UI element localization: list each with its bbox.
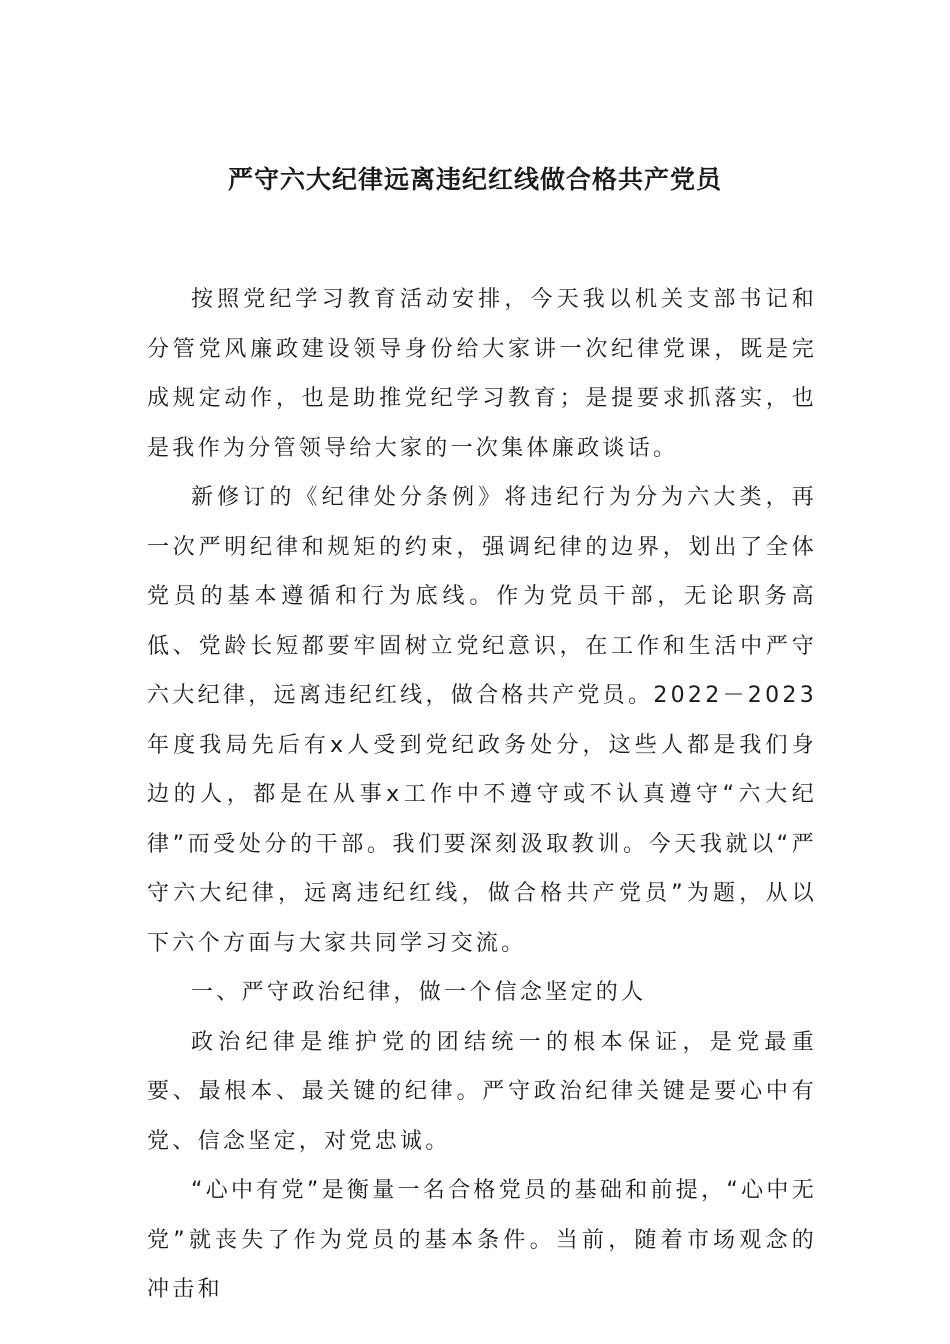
paragraph-background: 新修订的《纪律处分条例》将违纪行为分为六大类，再一次严明纪律和规矩的约束，强调纪律的边界，划出了全体党员的基本遵循和行为底线。作为党员干部，无论职务高低、党龄长短都要牢固树立党纪意识，在工作和生活中严守六大纪律，远离违纪红线，做合格共产党员。2022－2023年度我局先后有x人受到党纪政务处分，这些人都是我们身边的人，都是在从事x工作中不遵守或不认真遵守“六大纪律”而受处分的干部。我们要深刻汲取教训。今天我就以“严守六大纪律，远离违纪红线，做合格共产党员”为题，从以下六个方面与大家共同学习交流。: [147, 485, 817, 956]
section-heading-1: 一、严守政治纪律，做一个信念坚定的人: [191, 980, 647, 1005]
paragraph-political-discipline: 政治纪律是维护党的团结统一的根本保证，是党最重要、最根本、最关键的纪律。严守政治纪律关键是要心中有党、信念坚定，对党忠诚。: [147, 1029, 817, 1154]
document-body: [147, 275, 817, 1315]
document-title: 严守六大纪律远离违纪红线做合格共产党员: [227, 165, 722, 194]
paragraph-heart-with-party: “心中有党”是衡量一名合格党员的基础和前提，“心中无党”就丧失了作为党员的基本条件。当前，随着市场观念的冲击和: [147, 1178, 817, 1302]
paragraph-intro: 按照党纪学习教育活动安排，今天我以机关支部书记和分管党风廉政建设领导身份给大家讲一次纪律党课，既是完成规定动作，也是助推党纪学习教育；是提要求抓落实，也是我作为分管领导给大家的一次集体廉政谈话。: [147, 287, 817, 461]
